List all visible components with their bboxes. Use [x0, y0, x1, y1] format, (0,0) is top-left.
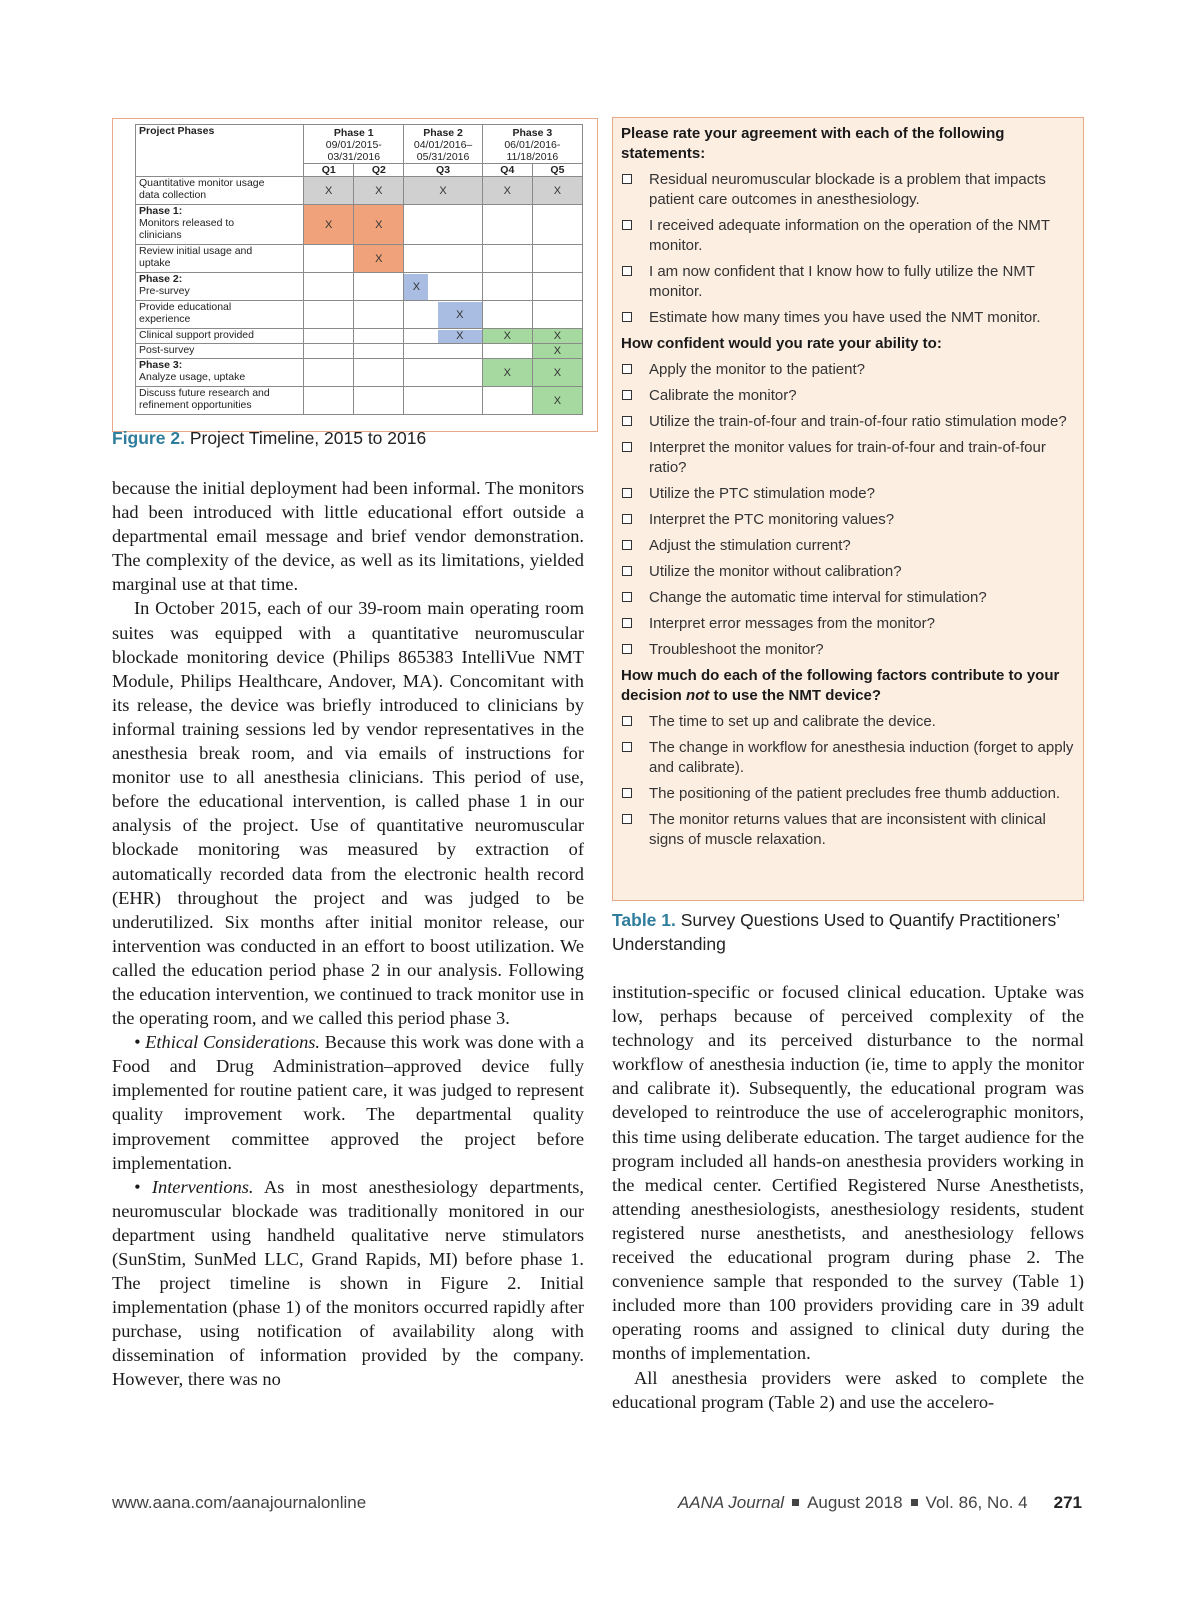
timeline-cell [532, 301, 582, 329]
timeline-header-phase1 [304, 125, 404, 164]
checkbox-icon [622, 174, 632, 184]
checkbox-icon [622, 416, 632, 426]
task-phase-heading: Phase 3: [139, 359, 183, 371]
timeline-cell [354, 359, 404, 387]
timeline-row [136, 301, 583, 329]
task-label-line: Analyze usage, uptake [139, 371, 246, 383]
task-phase-heading: Phase 1: [139, 205, 183, 217]
task-label: Post-survey [136, 344, 304, 359]
timeline-mark: X [354, 205, 404, 245]
timeline-mark: X [438, 330, 482, 343]
journal-name: AANA Journal [677, 1493, 785, 1512]
body-paragraph: All anesthesia providers were asked to complete the educational program (Table 2) and use the accelero- [612, 1367, 1084, 1412]
footer-journal-info [678, 1493, 1082, 1513]
paragraph-text: Because this work was done with a Food and Drug Administration–approved device fully implemented for routine patient care, it was judged to represent quality improvement work. The departmental quality improvement committee approved the project before implementation. [112, 1032, 585, 1173]
timeline-cell [482, 387, 532, 415]
phase3-name: Phase 3 [512, 127, 553, 139]
timeline-mark: X [482, 177, 532, 205]
timeline-cell [354, 329, 404, 344]
timeline-mark: X [482, 329, 532, 344]
timeline-mark: X [482, 359, 532, 387]
timeline-row [136, 387, 583, 415]
timeline-cell [304, 344, 354, 359]
figure-2-caption [112, 428, 426, 449]
timeline-mark: X [532, 359, 582, 387]
timeline-cell [304, 387, 354, 415]
body-paragraph [112, 1030, 584, 1175]
phase3-dates-start: 06/01/2016- [504, 139, 561, 151]
task-label [136, 245, 304, 273]
task-label [136, 205, 304, 245]
table-caption-text: Survey Questions Used to Quantify Practitioners’ Understanding [612, 910, 1060, 954]
survey-item [613, 588, 1083, 608]
survey-item [613, 170, 1083, 210]
timeline-cell [354, 387, 404, 415]
survey-item-text: Interpret error messages from the monitor? [649, 615, 935, 632]
survey-item [613, 308, 1083, 328]
timeline-cell [304, 359, 354, 387]
task-label [136, 359, 304, 387]
timeline-cell [404, 245, 482, 273]
timeline-header-task: Project Phases [136, 125, 304, 177]
timeline-cell [354, 301, 404, 329]
timeline-cell [304, 245, 354, 273]
survey-item [613, 216, 1083, 256]
checkbox-icon [622, 788, 632, 798]
section-heading-ethical: • Ethical Considerations. [134, 1032, 321, 1053]
survey-item [613, 712, 1083, 732]
timeline-cell [304, 273, 354, 301]
table-1-caption [612, 908, 1084, 956]
task-label-line: data collection [139, 189, 207, 201]
right-column [612, 980, 1084, 1414]
task-label-line: uptake [139, 257, 171, 269]
survey-item-text: Utilize the train-of-four and train-of-four ratio stimulation mode? [649, 413, 1067, 430]
task-label [136, 387, 304, 415]
timeline-cell [404, 344, 482, 359]
timeline-mark: X [304, 205, 354, 245]
checkbox-icon [622, 266, 632, 276]
checkbox-icon [622, 488, 632, 498]
body-paragraph: institution-specific or focused clinical education. Uptake was low, perhaps because of perceived complexity of the technology and its perceived disturbance to the normal workflow of anesthesia induction (ie, time to apply the monitor and calibrate it). Subsequently, the educational program was developed to reintroduce the use of accelerographic monitors, this time using deliberate education. The target audience for the program included all hands-on anesthesia providers working in the medical center. Certified Registered Nurse Anesthetists, attending anesthesiologists, anesthesiology residents, student registered nurse anesthetists, and anesthesiology fellows received the educational program during phase 2. The convenience sample that responded to the survey (Table 1) included more than 100 providers providing care in 39 adult operating rooms and assigned to clinical duty during the months of implementation. [612, 982, 1084, 1364]
phase2-dates-start: 04/01/2016– [413, 139, 473, 151]
task-label [136, 177, 304, 205]
volume-info: Vol. 86, No. 4 [925, 1493, 1028, 1512]
task-label-line: experience [139, 313, 191, 325]
section-text: How much do each of the following factors contribute to your decision [621, 667, 1060, 704]
timeline-cell [354, 273, 404, 301]
checkbox-icon [622, 716, 632, 726]
bullet-square-icon [792, 1499, 799, 1506]
survey-item-text: The time to set up and calibrate the device. [649, 713, 936, 730]
survey-item [613, 640, 1083, 660]
timeline-mark: X [532, 387, 582, 415]
survey-item [613, 386, 1083, 406]
section-heading-interventions: • Interventions. [134, 1176, 254, 1197]
survey-item [613, 262, 1083, 302]
timeline-row [136, 177, 583, 205]
survey-item-text: I received adequate information on the operation of the NMT monitor. [649, 217, 1050, 254]
survey-section-heading: How confident would you rate your ability to: [621, 335, 942, 352]
footer-url-link[interactable]: www.aana.com/aanajournalonline [112, 1493, 367, 1512]
phase2-dates-end: 05/31/2016 [416, 151, 470, 163]
survey-item-text: Estimate how many times you have used the NMT monitor. [649, 309, 1041, 326]
body-paragraph: because the initial deployment had been informal. The monitors had been introduced with little educational effort outside a departmental email message and brief vendor demonstration. The complexity of the device, as well as its limitations, yielded marginal use at that time. [112, 478, 584, 595]
checkbox-icon [622, 592, 632, 602]
checkbox-icon [622, 442, 632, 452]
section-emphasis: not [686, 687, 710, 704]
task-label-line: Pre-survey [139, 285, 190, 297]
survey-item-text: Change the automatic time interval for stimulation? [649, 589, 987, 606]
survey-section-heading: Please rate your agreement with each of the following statements: [621, 125, 1005, 162]
task-label [136, 301, 304, 329]
task-label: Clinical support provided [136, 329, 304, 344]
survey-item [613, 562, 1083, 582]
survey-item-text: Adjust the stimulation current? [649, 537, 851, 554]
quarter-q3: Q3 [404, 164, 482, 177]
task-label-line: refinement opportunities [139, 399, 252, 411]
body-paragraph: In October 2015, each of our 39-room main operating room suites was equipped with a quantitative neuromuscular blockade monitoring device (Philips 865383 IntelliVue NMT Module, Philips Healthcare, Andover, MA). Concomitant with its release, the device was briefly introduced to clinicians by informal training sessions led by vendor representatives in the anesthesia break room, and via emails of instructions for monitor use to all anesthesia clinicians. This period of use, before the educational intervention, is called phase 1 in our analysis of the project. Use of quantitative neuromuscular blockade monitoring was measured by extraction of automatically recorded data from the electronic health record (EHR) throughout the project and was judged to be underutilized. Six months after initial monitor release, our intervention was conducted in an effort to boost utilization. We called the education period phase 2 in our analysis. Following the education intervention, we continued to track monitor use in the operating room, and we called this period phase 3. [112, 598, 584, 1029]
task-label-line: Quantitative monitor usage [139, 177, 265, 189]
timeline-cell [404, 359, 482, 387]
timeline-cell [404, 273, 482, 301]
quarter-q4: Q4 [482, 164, 532, 177]
survey-item-text: Interpret the PTC monitoring values? [649, 511, 895, 528]
bullet-square-icon [911, 1499, 918, 1506]
timeline-cell [404, 329, 482, 344]
timeline-mark: X [438, 302, 482, 328]
timeline-row [136, 245, 583, 273]
survey-item [613, 412, 1083, 432]
timeline-table [135, 124, 583, 415]
survey-item-text: The change in workflow for anesthesia induction (forget to apply and calibrate). [649, 739, 1074, 776]
phase2-name: Phase 2 [423, 127, 463, 139]
task-label-line: Discuss future research and [139, 387, 270, 399]
survey-item-text: Calibrate the monitor? [649, 387, 797, 404]
timeline-cell [304, 329, 354, 344]
checkbox-icon [622, 644, 632, 654]
task-label [136, 273, 304, 301]
paragraph-text: As in most anesthesiology departments, neuromuscular blockade was traditionally monitored in our department using handheld qualitative nerve stimulators (SunStim, SunMed LLC, Grand Rapids, MI) before phase 1. The project timeline is shown in Figure 2. Initial implementation (phase 1) of the monitors occurred rapidly after purchase, using notification of availability along with dissemination of information provided by the company. However, there was no [112, 1176, 584, 1390]
task-label-line: Monitors released to [139, 217, 235, 229]
timeline-mark: X [354, 177, 404, 205]
checkbox-icon [622, 514, 632, 524]
survey-item-text: The monitor returns values that are inconsistent with clinical signs of muscle relaxation. [649, 811, 1046, 848]
timeline-mark: X [304, 177, 354, 205]
checkbox-icon [622, 390, 632, 400]
survey-item-text: Utilize the PTC stimulation mode? [649, 485, 875, 502]
survey-item [613, 614, 1083, 634]
figure-2-timeline [112, 118, 598, 432]
timeline-mark: X [354, 245, 404, 273]
timeline-cell [482, 301, 532, 329]
phase3-dates-end: 11/18/2016 [506, 151, 559, 163]
timeline-cell [482, 245, 532, 273]
timeline-header-row [136, 125, 583, 164]
checkbox-icon [622, 618, 632, 628]
timeline-cell [404, 387, 482, 415]
timeline-cell [482, 273, 532, 301]
survey-item-text: Troubleshoot the monitor? [649, 641, 824, 658]
timeline-cell [532, 273, 582, 301]
timeline-cell [532, 245, 582, 273]
survey-item-text: Residual neuromuscular blockade is a problem that impacts patient care outcomes in anesthesiology. [649, 171, 1046, 208]
timeline-row [136, 344, 583, 359]
figure-caption-label: Figure 2. [112, 428, 185, 448]
timeline-row [136, 273, 583, 301]
phase1-name: Phase 1 [333, 127, 374, 139]
survey-item-text: Interpret the monitor values for train-of-four and train-of-four ratio? [649, 439, 1046, 476]
timeline-mark: X [532, 344, 582, 359]
table-caption-label: Table 1. [612, 910, 676, 930]
timeline-cell [482, 205, 532, 245]
timeline-cell [404, 301, 482, 329]
quarter-q2: Q2 [354, 164, 404, 177]
timeline-header-phase2 [404, 125, 482, 164]
checkbox-icon [622, 566, 632, 576]
left-column [112, 476, 584, 1392]
survey-item [613, 784, 1083, 804]
timeline-mark: X [404, 177, 482, 205]
timeline-mark: X [532, 329, 582, 344]
survey-item-text: The positioning of the patient precludes free thumb adduction. [649, 785, 1061, 802]
timeline-row [136, 329, 583, 344]
survey-section-heading [613, 660, 1083, 706]
survey-item [613, 536, 1083, 556]
page-number: 271 [1053, 1493, 1082, 1512]
table-1-survey [612, 117, 1084, 901]
figure-caption-text: Project Timeline, 2015 to 2016 [189, 428, 427, 448]
timeline-row [136, 205, 583, 245]
quarter-q5: Q5 [532, 164, 582, 177]
phase1-dates-end: 03/31/2016 [327, 151, 381, 163]
survey-item-text: Apply the monitor to the patient? [649, 361, 865, 378]
task-phase-heading: Phase 2: [139, 273, 183, 285]
survey-item [613, 510, 1083, 530]
timeline-mark: X [404, 274, 428, 300]
section-text: to use the NMT device? [709, 687, 882, 704]
survey-item-text: Utilize the monitor without calibration? [649, 563, 902, 580]
survey-item [613, 484, 1083, 504]
checkbox-icon [622, 814, 632, 824]
task-label-line: Review initial usage and [139, 245, 253, 257]
survey-item [613, 810, 1083, 850]
checkbox-icon [622, 540, 632, 550]
checkbox-icon [622, 220, 632, 230]
timeline-cell [482, 344, 532, 359]
timeline-header-phase3 [482, 125, 582, 164]
timeline-mark: X [532, 177, 582, 205]
timeline-cell [354, 344, 404, 359]
timeline-cell [304, 301, 354, 329]
survey-item [613, 738, 1083, 778]
phase1-dates-start: 09/01/2015- [325, 139, 382, 151]
quarter-q1: Q1 [304, 164, 354, 177]
checkbox-icon [622, 364, 632, 374]
survey-item-text: I am now confident that I know how to fully utilize the NMT monitor. [649, 263, 1035, 300]
checkbox-icon [622, 742, 632, 752]
issue-date: August 2018 [807, 1493, 903, 1512]
body-paragraph [112, 1175, 584, 1392]
task-label-line: clinicians [139, 229, 182, 241]
survey-item [613, 438, 1083, 478]
task-label-line: Provide educational [139, 301, 232, 313]
timeline-cell [532, 205, 582, 245]
timeline-cell [404, 205, 482, 245]
checkbox-icon [622, 312, 632, 322]
survey-item [613, 360, 1083, 380]
timeline-row [136, 359, 583, 387]
